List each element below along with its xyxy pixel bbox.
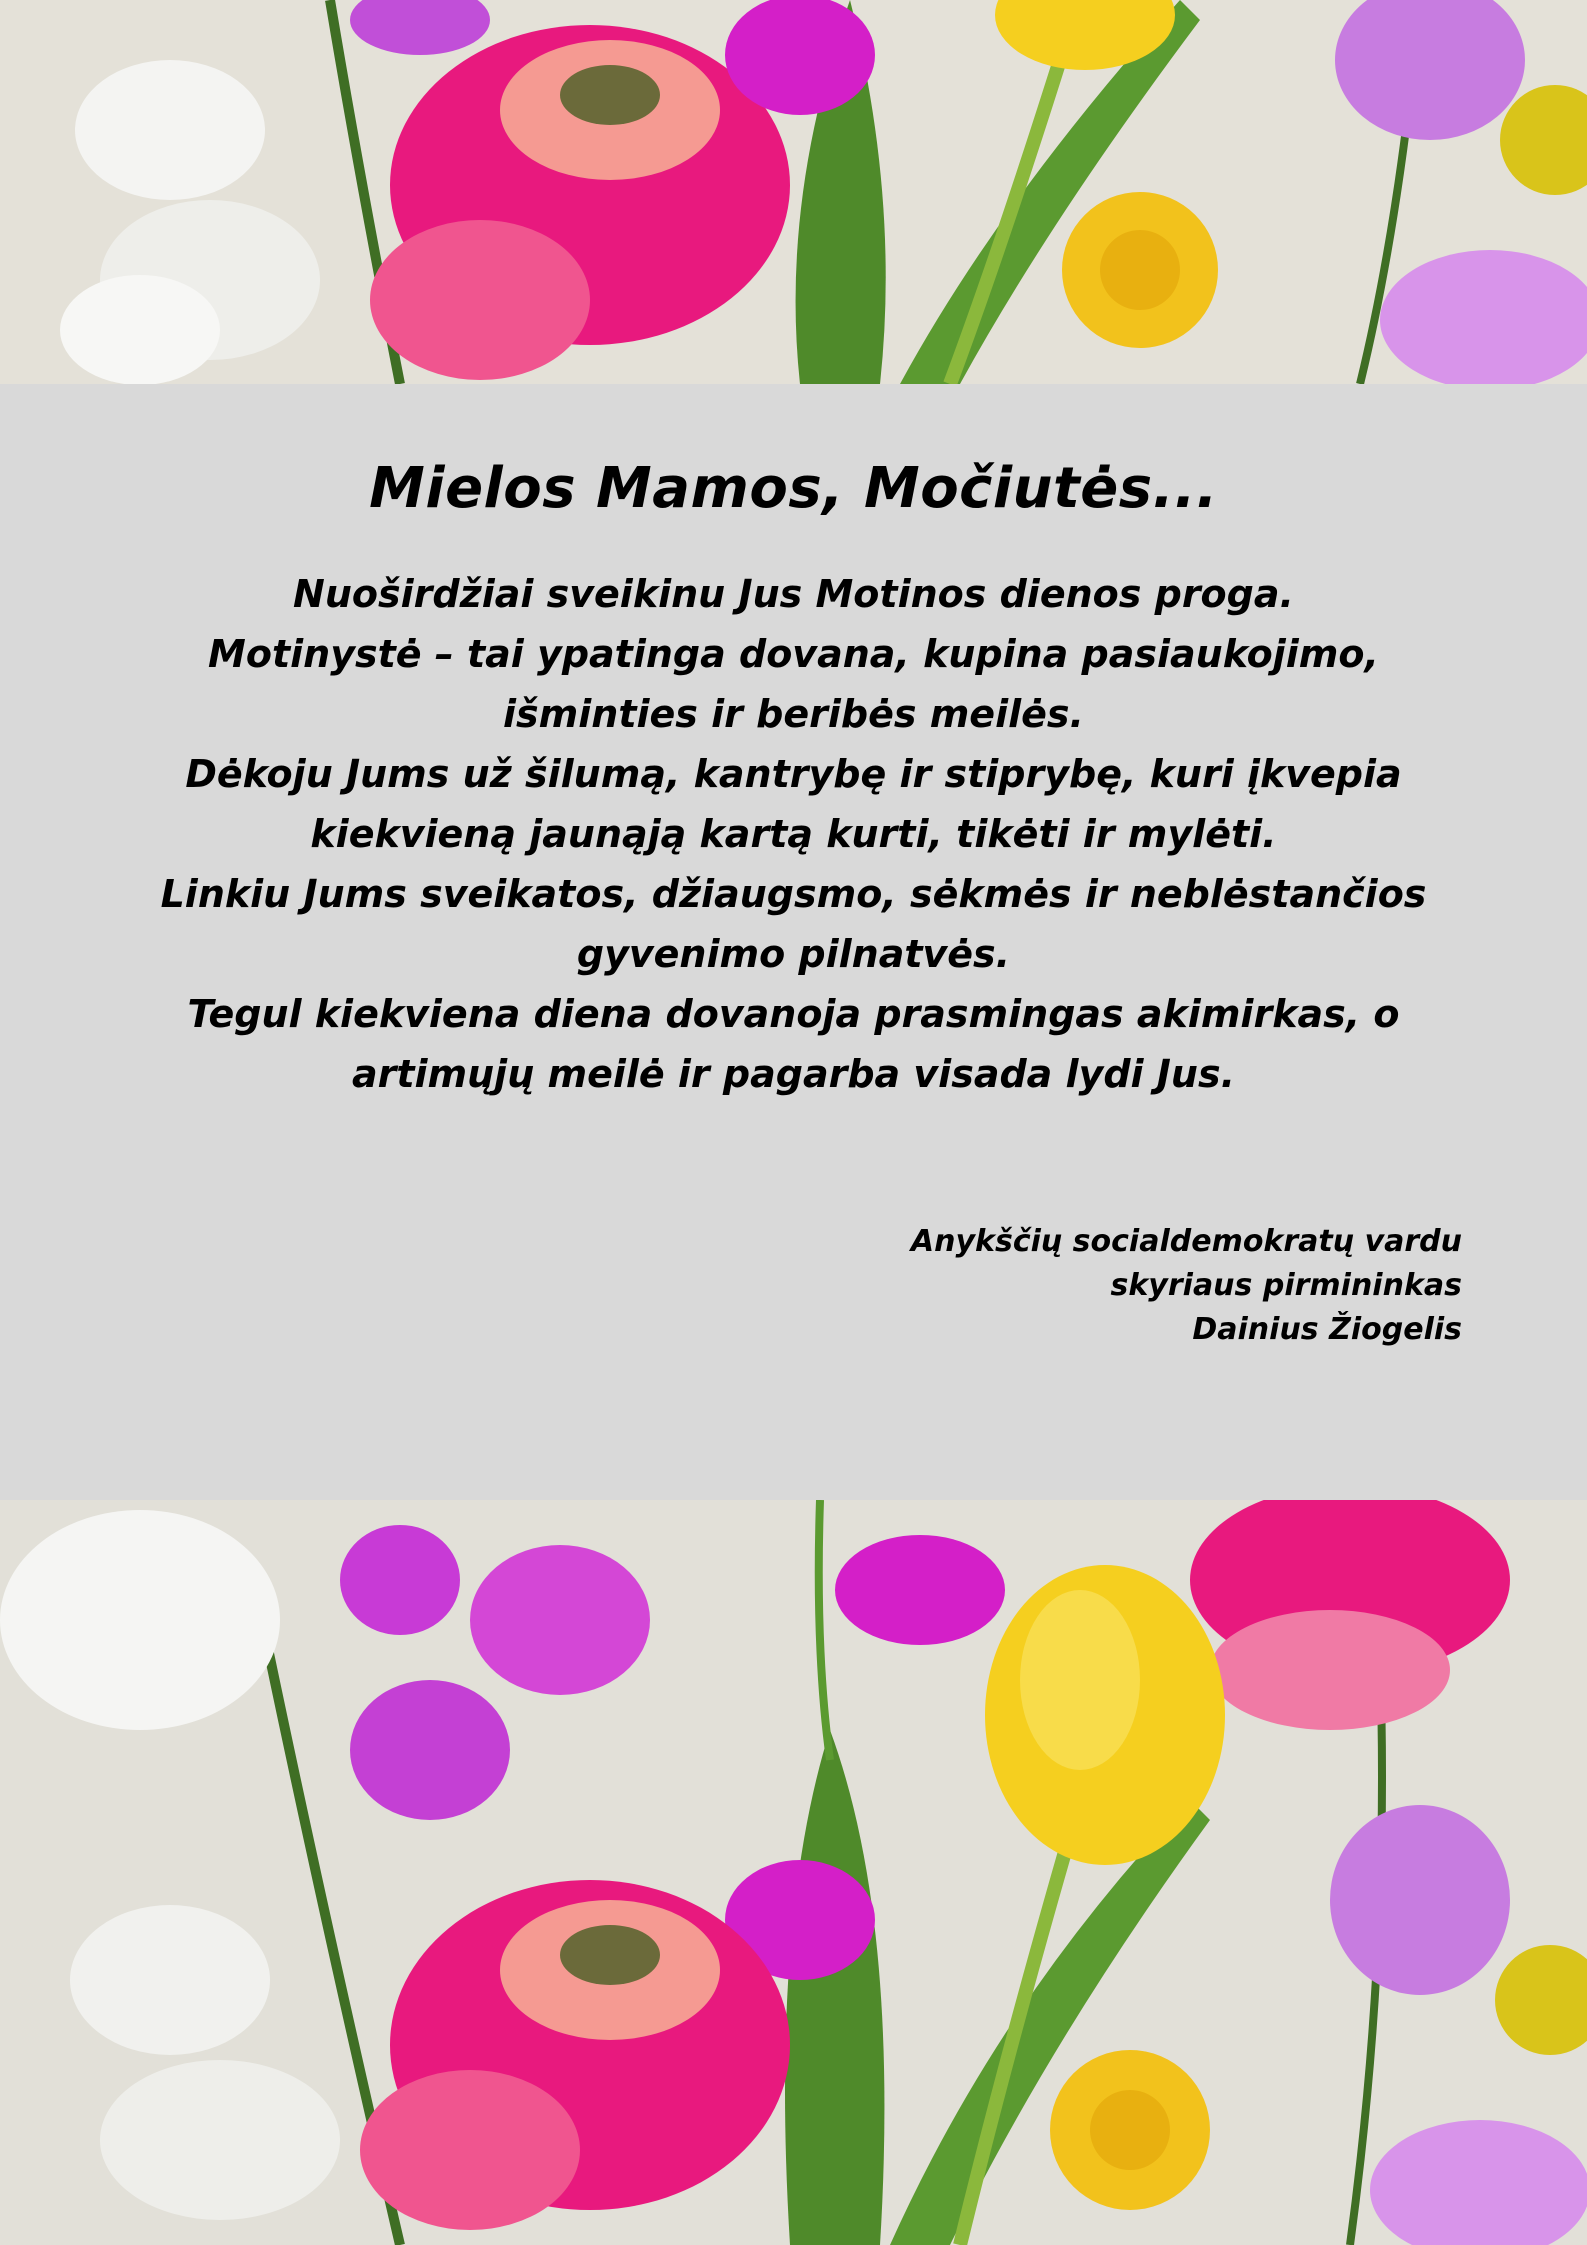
message-line: išminties ir beribės meilės. [503, 692, 1084, 736]
flowers-icon [0, 0, 1587, 384]
signature-role: skyriaus pirmininkas [1110, 1268, 1462, 1303]
message-line: Tegul kiekviena diena dovanoja prasmingas akimirkas, o [187, 992, 1400, 1036]
flowers-icon [0, 1500, 1587, 2245]
message-line: kiekvieną jaunąją kartą kurti, tikėti ir mylėti. [310, 812, 1277, 856]
greeting-panel [0, 384, 1587, 1500]
signature-organization: Anykščių socialdemokratų vardu [910, 1224, 1462, 1259]
message-line: Linkiu Jums sveikatos, džiaugsmo, sėkmės ir neblėstančios [160, 872, 1427, 916]
signature-block [762, 1220, 1462, 1352]
message-line: Nuoširdžiai sveikinu Jus Motinos dienos proga. [293, 572, 1294, 616]
signature-name: Dainius Žiogelis [1192, 1312, 1462, 1347]
greeting-title: Mielos Mamos, Močiutės... [369, 456, 1218, 521]
floral-footer-image [0, 1500, 1587, 2245]
floral-header-image [0, 0, 1587, 384]
message-line: Motinystė – tai ypatinga dovana, kupina pasiaukojimo, [208, 632, 1379, 676]
message-line: gyvenimo pilnatvės. [576, 932, 1011, 976]
message-line: artimųjų meilė ir pagarba visada lydi Jus. [351, 1052, 1236, 1096]
message-line: Dėkoju Jums už šilumą, kantrybę ir stiprybę, kuri įkvepia [185, 752, 1402, 796]
greeting-message [143, 564, 1444, 1104]
